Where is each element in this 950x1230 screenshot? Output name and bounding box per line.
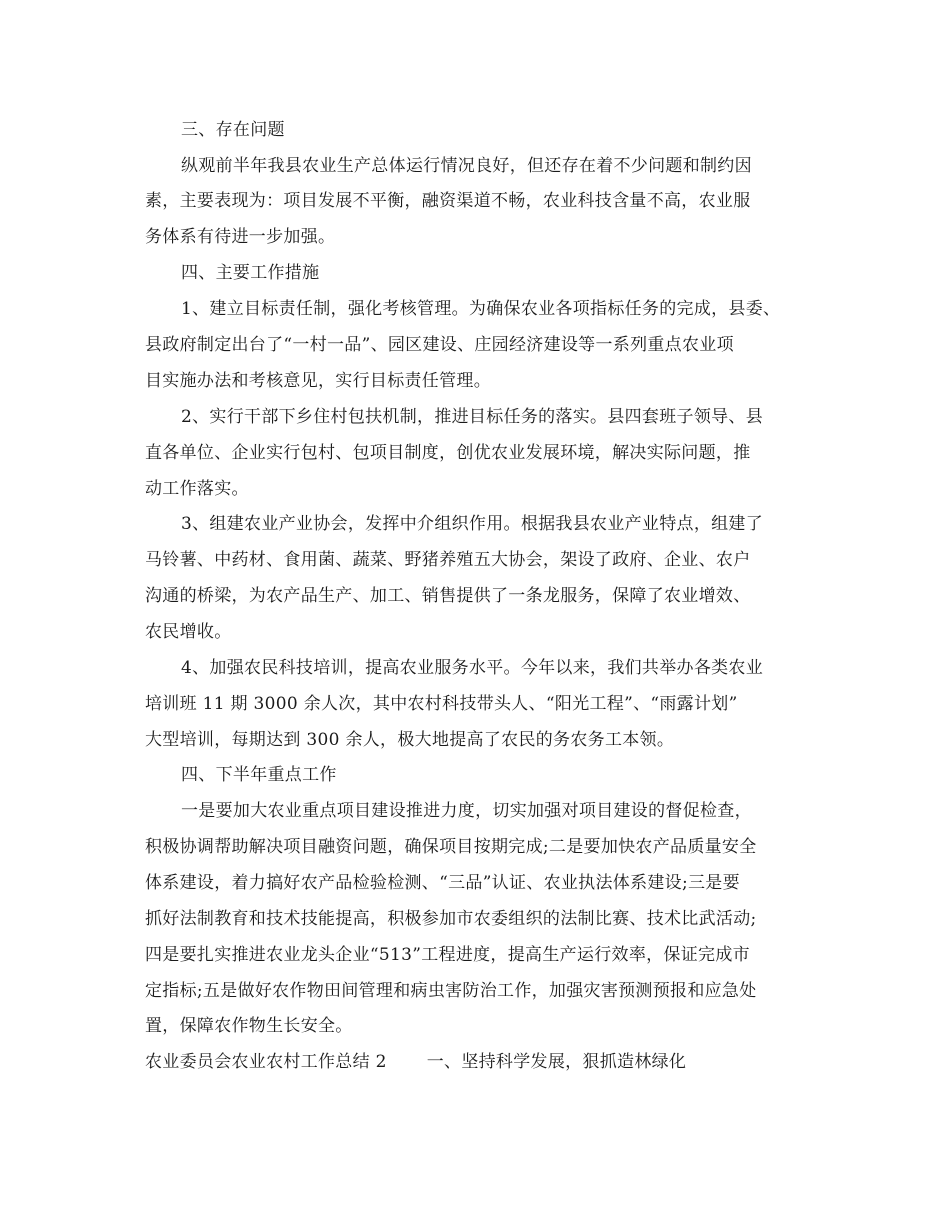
paragraph-line: 3、组建农业产业协会，发挥中介组织作用。根据我县农业产业特点，组建了	[181, 514, 764, 534]
paragraph-line: 定指标;五是做好农作物田间管理和病虫害防治工作，加强灾害预测预报和应急处	[145, 981, 757, 1001]
paragraph-line: 一是要加大农业重点项目建设推进力度，切实加强对项目建设的督促检查，	[181, 801, 752, 821]
paragraph-line: 县政府制定出台了“一村一品”、园区建设、庄园经济建设等一系列重点农业项	[145, 335, 734, 355]
paragraph-line: 积极协调帮助解决项目融资问题，确保项目按期完成;二是要加快农产品质量安全	[145, 837, 757, 857]
paragraph-line: 抓好法制教育和技术技能提高，积极参加市农委组织的法制比赛、技术比武活动;	[145, 909, 757, 929]
paragraph-line: 培训班 11 期 3000 余人次，其中农村科技带头人、“阳光工程”、“雨露计划”	[145, 694, 738, 714]
paragraph-line: 务体系有待进一步加强。	[145, 227, 336, 247]
paragraph-line: 2、实行干部下乡住村包扶机制，推进目标任务的落实。县四套班子领导、县	[181, 407, 764, 427]
heading-problems: 三、存在问题	[181, 120, 285, 140]
paragraph-line: 1、建立目标责任制，强化考核管理。为确保农业各项指标任务的完成，县委、	[181, 299, 781, 319]
footer-document-title: 农业委员会农业农村工作总结 2	[145, 1052, 387, 1072]
paragraph-line: 马铃薯、中药材、食用菌、蔬菜、野猪养殖五大协会，架设了政府、企业、农户	[145, 550, 751, 570]
paragraph-line: 直各单位、企业实行包村、包项目制度，创优农业发展环境，解决实际问题，推	[145, 443, 751, 463]
paragraph-line: 体系建设，着力搞好农产品检验检测、“三品”认证、农业执法体系建设;三是要	[145, 873, 740, 893]
footer-line	[145, 1050, 686, 1074]
paragraph-line: 动工作落实。	[145, 479, 249, 499]
paragraph-line: 大型培训，每期达到 300 余人，极大地提高了农民的务农务工本领。	[145, 730, 675, 750]
heading-main-measures: 四、主要工作措施	[181, 263, 320, 283]
heading-second-half-work: 四、下半年重点工作	[181, 765, 337, 785]
paragraph-line: 素，主要表现为：项目发展不平衡，融资渠道不畅，农业科技含量不高，农业服	[145, 191, 751, 211]
footer-section-heading: 一、坚持科学发展，狠抓造林绿化	[426, 1052, 687, 1072]
paragraph-line: 纵观前半年我县农业生产总体运行情况良好，但还存在着不少问题和制约因	[181, 156, 752, 176]
paragraph-line: 沟通的桥梁，为农产品生产、加工、销售提供了一条龙服务，保障了农业增效、	[145, 586, 751, 606]
paragraph-line: 农民增收。	[145, 622, 232, 642]
paragraph-line: 四是要扎实推进农业龙头企业“513”工程进度，提高生产运行效率，保证完成市	[145, 945, 750, 965]
paragraph-line: 4、加强农民科技培训，提高农业服务水平。今年以来，我们共举办各类农业	[181, 658, 764, 678]
paragraph-line: 目实施办法和考核意见，实行目标责任管理。	[145, 371, 491, 391]
paragraph-line: 置，保障农作物生长安全。	[145, 1016, 353, 1036]
